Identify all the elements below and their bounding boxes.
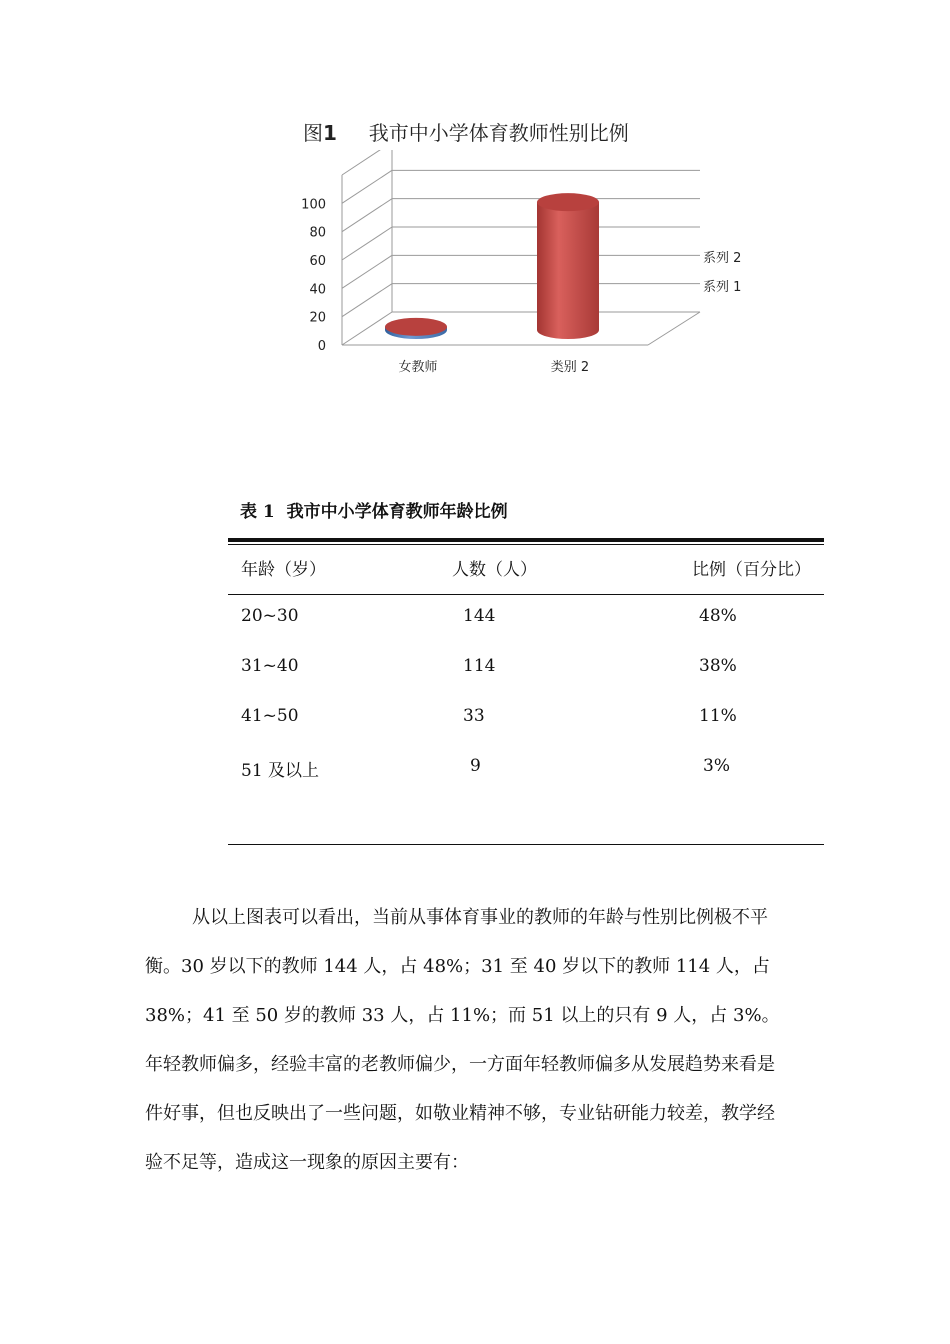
table-cell-age: 31~40 bbox=[241, 656, 299, 676]
cylinder-top bbox=[385, 318, 447, 336]
paragraph-line: 从以上图表可以看出，当前从事体育事业的教师的年龄与性别比例极不平 bbox=[192, 907, 768, 928]
table-cell-count: 9 bbox=[470, 756, 481, 776]
table-header-ratio: 比例（百分比） bbox=[692, 560, 811, 580]
table-header-age: 年龄（岁） bbox=[241, 560, 326, 580]
table-bottom-rule bbox=[228, 844, 824, 845]
table-cell-ratio: 48% bbox=[699, 606, 737, 626]
chart-grid bbox=[342, 150, 700, 345]
legend-label: 系列 1 bbox=[703, 280, 742, 295]
gridline bbox=[342, 227, 392, 260]
table-cell-age: 51 及以上 bbox=[241, 761, 320, 781]
table-cell-age: 20~30 bbox=[241, 606, 299, 626]
paragraph-line: 验不足等，造成这一现象的原因主要有： bbox=[145, 1152, 469, 1173]
cylinder-top bbox=[537, 193, 599, 211]
y-tick-label: 40 bbox=[309, 282, 326, 298]
table-cell-count: 114 bbox=[463, 656, 496, 676]
paragraph-line: 年轻教师偏多，经验丰富的老教师偏少，一方面年轻教师偏多从发展趋势来看是 bbox=[145, 1054, 775, 1075]
gridline bbox=[342, 312, 392, 345]
body-paragraph bbox=[145, 893, 813, 1187]
floor-side-edge bbox=[648, 312, 700, 345]
paragraph-line: 衡。30 岁以下的教师 144 人，占 48%；31 至 40 岁以下的教师 114 人，占 bbox=[145, 956, 770, 977]
table-top-rule bbox=[228, 538, 824, 542]
chart-bars bbox=[385, 193, 599, 339]
legend-label: 系列 2 bbox=[703, 251, 742, 266]
bar-chart bbox=[290, 150, 760, 390]
table-header-count: 人数（人） bbox=[452, 560, 537, 580]
table-cell-ratio: 38% bbox=[699, 656, 737, 676]
cylinder-bar bbox=[537, 202, 599, 339]
table-caption: 表 1 我市中小学体育教师年龄比例 bbox=[240, 502, 508, 522]
figure-title-number: 1 bbox=[323, 121, 337, 145]
chart-labels bbox=[301, 197, 741, 375]
paragraph-line: 38%；41 至 50 岁的教师 33 人，占 11%；而 51 以上的只有 9 人，占 3%。 bbox=[145, 1005, 780, 1026]
table-cell-count: 144 bbox=[463, 606, 496, 626]
paragraph-line: 件好事，但也反映出了一些问题，如敬业精神不够，专业钻研能力较差，教学经 bbox=[145, 1103, 775, 1124]
y-tick-label: 60 bbox=[309, 254, 326, 269]
table-cell-ratio: 11% bbox=[699, 706, 737, 726]
gridline bbox=[342, 199, 392, 232]
table-cell-ratio: 3% bbox=[703, 756, 730, 776]
figure-title bbox=[303, 117, 629, 146]
table-header-rule bbox=[228, 594, 824, 595]
gridline bbox=[342, 170, 392, 203]
x-tick-label: 女教师 bbox=[398, 360, 438, 375]
table-top-rule-thin bbox=[228, 544, 824, 545]
gridline bbox=[342, 150, 392, 175]
gridline bbox=[342, 255, 392, 288]
gridline bbox=[342, 284, 392, 317]
figure-title-text: 我市中小学体育教师性别比例 bbox=[368, 121, 629, 145]
table-cell-age: 41~50 bbox=[241, 706, 299, 726]
y-tick-label: 20 bbox=[309, 310, 326, 326]
chart-axis bbox=[342, 150, 700, 345]
table-cell-count: 33 bbox=[463, 706, 485, 726]
figure-title-prefix: 图 bbox=[303, 121, 323, 145]
y-tick-label: 80 bbox=[309, 225, 326, 241]
x-tick-label: 类别 2 bbox=[550, 360, 590, 375]
y-tick-label: 100 bbox=[301, 197, 326, 213]
y-tick-label: 0 bbox=[317, 339, 326, 354]
